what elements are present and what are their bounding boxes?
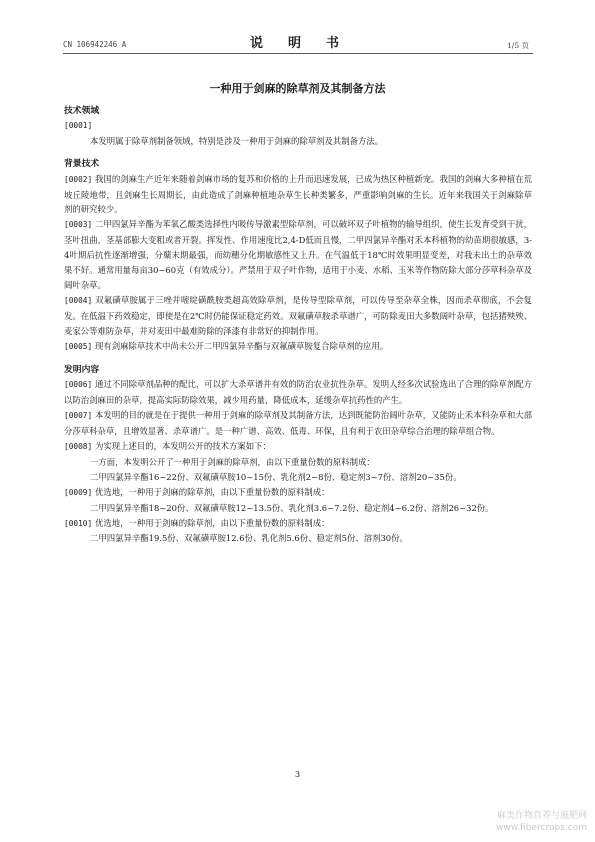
paragraph-text: 二甲四氯异辛酯19.5份、双氟磺草胺12.6份、乳化剂5.6份、稳定剂5份、溶剂30份。 (90, 533, 408, 544)
paragraph-0009 (64, 485, 532, 501)
paragraph-text: 优选地，一种用于剑麻的除草剂，由以下重量份数的原料制成： (95, 486, 330, 497)
section-heading-background: 背景技术 (64, 158, 100, 169)
document-title: 一种用于剑麻的除草剂及其制备方法 (209, 82, 386, 95)
paragraph-text: 本发明的目的就是在于提供一种用于剑麻的除草剂及其制备方法，达到既能防治阔叶杂草，又能防止禾本科杂草和大部分莎草科杂草，且增效显著、杀草谱广。是一种广谱、高效、低毒、环保，且有利于农田杂草综合治理的除草组合物。 (64, 410, 532, 437)
paragraph-0003 (64, 217, 532, 293)
page-number: 3 (294, 770, 301, 779)
paragraph-number: [0007] (64, 411, 93, 421)
paragraph-0010 (64, 516, 532, 532)
paragraph-0005 (64, 339, 532, 355)
paragraph-text: 双氟磺草胺属于三唑并嘧啶磺酰胺类超高效除草剂，是传导型除草剂，可以传导至杂草全株，因而杀草彻底，不会复发。在低温下药效稳定，即使是在2℃时仍能保证稳定药效。双氟磺草胺杀草谱广，可防除麦田大多数阔叶杂草，包括猪殃殃、麦家公等难防杂草，并对麦田中最难防除的泽漆有非常好的抑制作用。 (64, 294, 532, 336)
paragraph-text: 二甲四氯异辛酯16~22份、双氟磺草胺10~15份、乳化剂2~8份、稳定剂3~7份、溶剂20~35份。 (90, 471, 462, 482)
paragraph-number: [0002] (64, 174, 93, 184)
patent-number: CN 106942246 A (63, 40, 127, 49)
paragraph-number: [0010] (64, 518, 93, 528)
page-indicator: 1/5 页 (507, 41, 529, 50)
watermark-site-name: 麻类作物营养与施肥网 (496, 811, 587, 821)
paragraph-number: [0004] (64, 295, 93, 305)
document-type-heading: 说 明 书 (249, 36, 345, 51)
paragraph-number: [0001] (64, 120, 93, 130)
document-body (64, 104, 532, 546)
paragraph-number: [0006] (64, 380, 93, 390)
paragraph-text: 为实现上述目的，本发明公开的技术方案如下： (95, 441, 271, 452)
paragraph-text: 我国的剑麻生产近年来随着剑麻市场的复苏和价格的上升而迅速发展，已成为热区种植新宠。我国的剑麻大多种植在荒坡丘陵地带，且剑麻生长周期长，由此造成了剑麻种植地杂草生长种类繁多，严重影响剑麻的生长。近年来我国关于剑麻除草剂的研究较少。 (64, 173, 532, 215)
paragraph-text: 优选地，一种用于剑麻的除草剂，由以下重量份数的原料制成： (95, 517, 330, 528)
paragraph-text: 一方面，本发明公开了一种用于剑麻的除草剂，由以下重量份数的原料制成： (90, 456, 375, 467)
paragraph-text: 通过不同除草剂品种的配比，可以扩大杀草谱并有效的防治农业抗性杂草。发明人经多次试验选出了合理的除草剂配方以防治剑麻田的杂草，提高实际防除效果，减少用药量，降低成本，延缓杂草抗药性的产生。 (64, 379, 532, 406)
paragraph-text: 现有剑麻除草技术中尚未公开二甲四氯异辛酯与双氟磺草胺复合除草剂的应用。 (95, 340, 389, 351)
paragraph-0006 (64, 377, 532, 408)
paragraph-0002 (64, 172, 532, 218)
site-watermark (496, 810, 587, 834)
paragraph-0007 (64, 408, 532, 439)
paragraph-text: 二甲四氯异辛酯18~20份、双氟磺草胺12~13.5份、乳化剂3.6~7.2份、稳定剂4~6.2份、溶剂26~32份。 (90, 502, 494, 513)
paragraph-number: [0008] (64, 442, 93, 452)
section-heading-invention: 发明内容 (64, 364, 100, 375)
paragraph-0004 (64, 293, 532, 339)
section-heading-tech-field: 技术领域 (64, 106, 100, 116)
header-divider (63, 53, 533, 54)
paragraph-0008 (64, 439, 532, 455)
paragraph-number: [0003] (64, 220, 93, 230)
paragraph-text: 本发明属于除草剂制备领域，特别是涉及一种用于剑麻的除草剂及其制备方法。 (90, 135, 384, 146)
watermark-url: www.fibercrops.com (496, 823, 587, 833)
paragraph-text: 二甲四氯异辛酯为苯氧乙酸类选择性内吸传导激素型除草剂，可以破坏双子叶植物的输导组织，使生长发育受到干扰，茎叶扭曲，茎基部膨大变粗或者开裂。挥发性、作用速度比2,4-D低而且慢，二甲四氯异辛酯对禾本科植物的幼苗期很敏感，3-4叶期后抗性逐渐增强，分蘖末期最强，而幼穗分化期敏感性又上升。在气温低于18℃时效果明显变差，对我未出土的杂草效果不好。通常用量每亩30~60克（有效成分）。严禁用于双子叶作物，适用于小麦、水稻、玉米等作物防除大部分莎草科杂草及阔叶杂草。 (64, 219, 533, 290)
paragraph-number: [0005] (64, 341, 93, 351)
paragraph-number: [0009] (64, 487, 93, 497)
